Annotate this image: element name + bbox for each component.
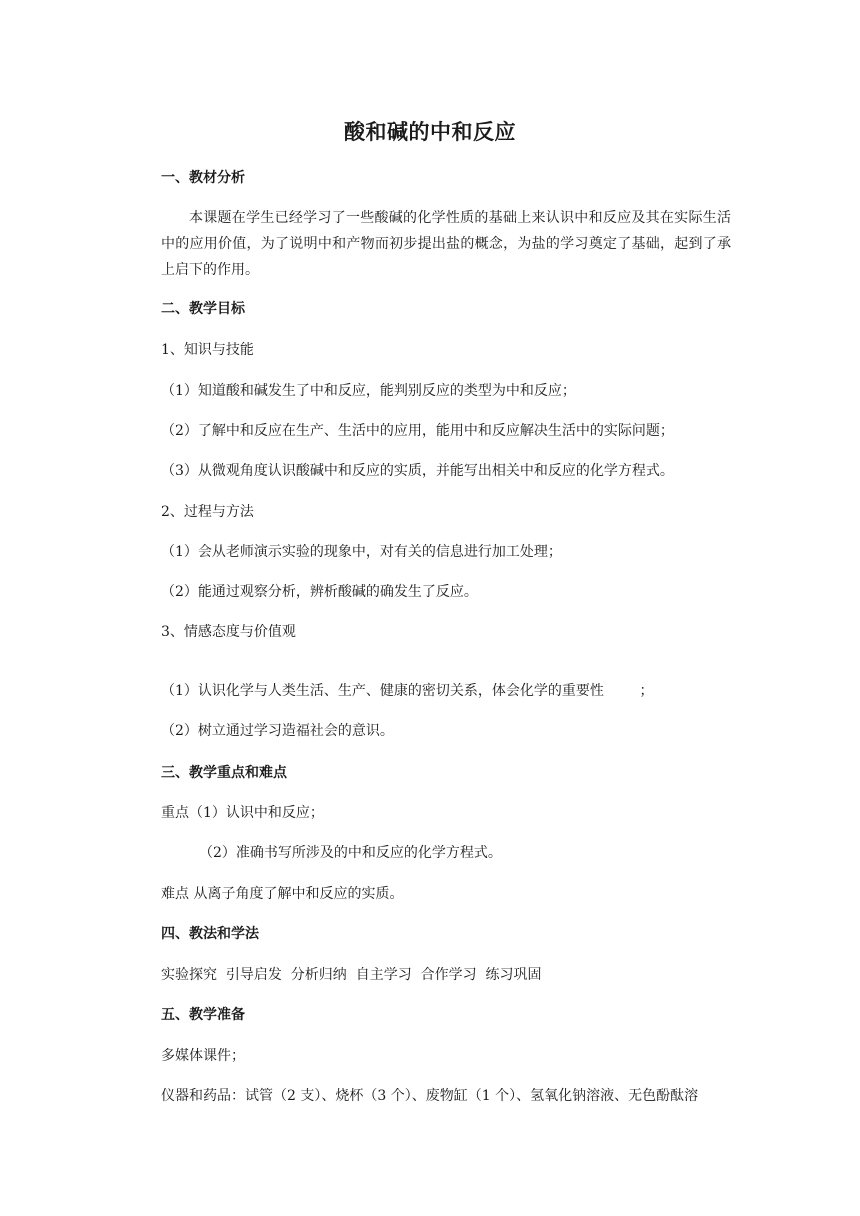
list-item: （1）会从老师演示实验的现象中，对有关的信息进行加工处理； [161,544,562,560]
subheading-process-methods: 2、过程与方法 [161,504,254,520]
list-item: （2）树立通过学习造福社会的意识。 [161,723,394,739]
section-heading-key-points: 三、教学重点和难点 [161,765,287,781]
document-title: 酸和碱的中和反应 [344,120,516,144]
list-item: （1）知道酸和碱发生了中和反应，能判别反应的类型为中和反应； [161,383,576,399]
section-heading-preparation: 五、教学准备 [161,1007,245,1023]
textbook-analysis-paragraph: 本课题在学生已经学习了一些酸碱的化学性质的基础上来认识中和反应及其在实际生活中的应用价值，为了说明中和产物而初步提出盐的概念，为盐的学习奠定了基础，起到了承上启下的作用。 [161,210,731,278]
key-point-1: 重点（1）认识中和反应； [161,805,324,821]
list-item: （2）了解中和反应在生产、生活中的应用，能用中和反应解决生活中的实际问题； [161,423,674,439]
section-heading-textbook-analysis: 一、教材分析 [161,170,245,186]
difficulty-point: 难点 从离子角度了解中和反应的实质。 [161,886,404,902]
list-item: （3）从微观角度认识酸碱中和反应的实质，并能写出相关中和反应的化学方程式。 [161,463,674,479]
list-item: （1）认识化学与人类生活、生产、健康的密切关系，体会化学的重要性 ； [161,683,654,699]
preparation-media: 多媒体课件； [161,1048,245,1064]
preparation-equipment: 仪器和药品：试管（2 支）、烧杯（3 个）、废物缸（1 个）、氢氧化钠溶液、无色酚酞溶 [161,1088,699,1104]
methods-list: 实验探究 引导启发 分析归纳 自主学习 合作学习 练习巩固 [161,967,542,983]
subheading-attitude-values: 3、情感态度与价值观 [161,624,296,640]
section-heading-methods: 四、教法和学法 [161,926,259,942]
key-point-2: （2）准确书写所涉及的中和反应的化学方程式。 [199,845,502,861]
list-item: （2）能通过观察分析，辨析酸碱的确发生了反应。 [161,584,478,600]
section-heading-teaching-goals: 二、教学目标 [161,301,245,317]
subheading-knowledge-skills: 1、知识与技能 [161,342,254,358]
